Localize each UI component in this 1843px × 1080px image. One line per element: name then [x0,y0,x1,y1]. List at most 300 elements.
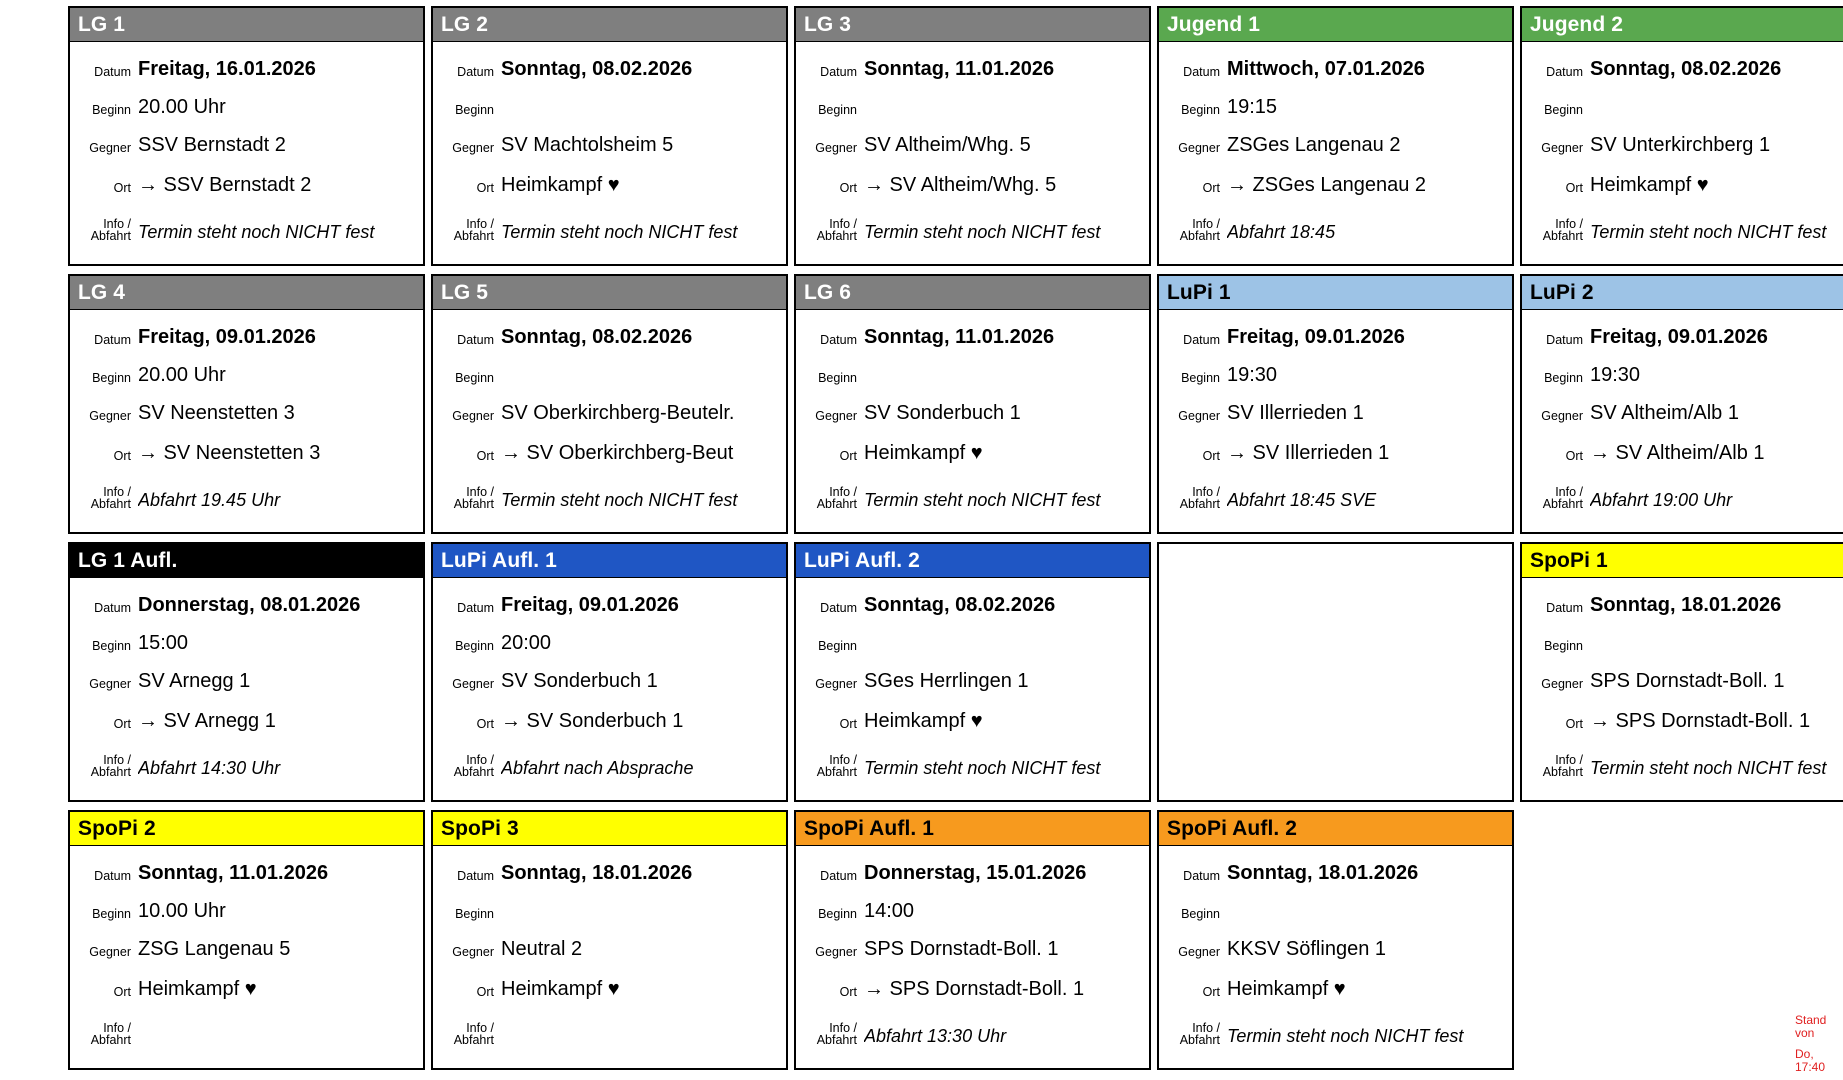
label-info-line1: Info / [1555,217,1583,231]
row-ort [433,962,786,1002]
row-beginn [1522,82,1843,120]
label-info-line1: Info / [103,753,131,767]
row-datum [1522,42,1843,82]
label-info [70,754,138,780]
row-ort [1522,158,1843,198]
label-ort: Ort [113,717,131,731]
row-ort [1159,962,1512,1002]
value-gegner: KKSV Söflingen 1 [1227,938,1386,960]
label-gegner: Gegner [89,409,131,423]
label-beginn: Beginn [92,371,131,385]
row-gegner [433,388,786,426]
label-datum: Datum [94,601,131,615]
row-info [433,1002,786,1048]
match-card-body [1159,846,1512,1068]
value-info: Abfahrt 14:30 Uhr [138,758,281,778]
label-info [796,754,864,780]
match-card-body [796,846,1149,1068]
value-info: Termin steht noch NICHT fest [501,490,738,510]
row-gegner [70,656,423,694]
label-info-line1: Info / [103,1021,131,1035]
value-datum: Sonntag, 08.02.2026 [501,58,693,80]
row-ort [796,158,1149,198]
label-datum: Datum [1546,65,1583,79]
schedule-cell [68,274,431,542]
row-datum [796,42,1149,82]
row-ort [1159,158,1512,198]
row-beginn [433,350,786,388]
label-ort: Ort [839,985,857,999]
label-gegner: Gegner [1541,677,1583,691]
label-datum: Datum [1183,65,1220,79]
row-gegner [1159,388,1512,426]
label-gegner: Gegner [452,409,494,423]
label-beginn: Beginn [1181,907,1220,921]
label-info-line2: Abfahrt [453,229,494,243]
match-card[interactable] [1520,274,1843,534]
row-info [796,466,1149,512]
label-gegner: Gegner [815,945,857,959]
label-info [433,754,501,780]
row-info [433,466,786,512]
label-info-line1: Info / [829,753,857,767]
value-info: Abfahrt nach Absprache [501,758,694,778]
row-datum [70,578,423,618]
row-ort [796,962,1149,1002]
label-info-line2: Abfahrt [90,229,131,243]
label-info-line1: Info / [466,1021,494,1035]
schedule-cell [1157,274,1520,542]
value-gegner: ZSGes Langenau 2 [1227,134,1401,156]
label-info [796,218,864,244]
match-card-title: LG 1 Aufl. [70,544,423,578]
label-info-line1: Info / [1192,1021,1220,1035]
value-info: Termin steht noch NICHT fest [864,222,1101,242]
schedule-cell [794,810,1157,1078]
label-info-line2: Abfahrt [453,765,494,779]
schedule-cell [431,810,794,1078]
label-ort: Ort [839,181,857,195]
row-beginn [433,618,786,656]
label-ort: Ort [1565,181,1583,195]
label-beginn: Beginn [92,103,131,117]
stand-line-1: Stand [1795,1013,1827,1027]
schedule-cell [794,6,1157,274]
label-info-line1: Info / [829,485,857,499]
row-info [70,198,423,244]
label-ort: Ort [113,181,131,195]
value-ort: → SPS Dornstadt-Boll. 1 [1590,710,1811,732]
label-info-line1: Info / [1192,217,1220,231]
value-ort: → SV Neenstetten 3 [138,442,321,464]
schedule-cell [1520,274,1843,542]
label-datum: Datum [1546,601,1583,615]
value-gegner: ZSG Langenau 5 [138,938,291,960]
value-info [138,1047,423,1048]
schedule-cell [794,274,1157,542]
row-datum [796,846,1149,886]
row-beginn [1522,618,1843,656]
row-info [1159,1002,1512,1048]
row-gegner [1522,388,1843,426]
match-card-title: Jugend 1 [1159,8,1512,42]
value-ort: Heimkampf ♥ [138,978,257,1000]
value-ort: → SV Oberkirchberg-Beut [501,442,734,464]
row-info [433,734,786,780]
row-gegner [433,120,786,158]
row-datum [1522,578,1843,618]
value-gegner: SGes Herrlingen 1 [864,670,1029,692]
match-card-body [433,42,786,264]
value-ort: → SV Altheim/Whg. 5 [864,174,1057,196]
row-gegner [70,924,423,962]
row-datum [796,310,1149,350]
row-ort [1522,426,1843,466]
match-card-body [1522,310,1843,532]
row-ort [433,694,786,734]
value-datum: Sonntag, 18.01.2026 [1227,862,1419,884]
label-ort: Ort [839,449,857,463]
label-ort: Ort [476,449,494,463]
row-datum [70,42,423,82]
label-beginn: Beginn [455,639,494,653]
row-ort [1159,426,1512,466]
match-card-body [1522,578,1843,800]
value-gegner: SV Neenstetten 3 [138,402,295,424]
stand-timestamp [1795,1014,1841,1074]
row-beginn [70,886,423,924]
row-beginn [1522,350,1843,388]
match-card[interactable] [1157,6,1514,266]
match-card-body [1522,42,1843,264]
row-gegner [433,656,786,694]
row-info [796,198,1149,244]
label-gegner: Gegner [89,677,131,691]
row-info [1522,466,1843,512]
row-ort [796,694,1149,734]
label-datum: Datum [457,869,494,883]
label-ort: Ort [839,717,857,731]
label-datum: Datum [457,333,494,347]
row-datum [433,310,786,350]
row-beginn [70,82,423,120]
value-ort: → SPS Dornstadt-Boll. 1 [864,978,1085,1000]
value-ort: Heimkampf ♥ [864,442,983,464]
label-info [1522,218,1590,244]
row-ort [796,426,1149,466]
match-card[interactable] [431,274,788,534]
label-beginn: Beginn [92,639,131,653]
label-info [70,218,138,244]
label-datum: Datum [94,869,131,883]
label-beginn: Beginn [818,639,857,653]
match-card-title: LG 5 [433,276,786,310]
value-gegner: SV Sonderbuch 1 [501,670,658,692]
row-beginn [70,618,423,656]
schedule-cell [68,542,431,810]
match-card[interactable] [68,6,425,266]
match-card-title: LuPi Aufl. 1 [433,544,786,578]
schedule-cell [431,274,794,542]
value-gegner: SV Illerrieden 1 [1227,402,1364,424]
value-gegner: SV Arnegg 1 [138,670,251,692]
match-card-body [796,310,1149,532]
value-datum: Sonntag, 18.01.2026 [501,862,693,884]
label-gegner: Gegner [1178,409,1220,423]
value-info: Abfahrt 18:45 SVE [1227,490,1377,510]
match-card[interactable] [794,542,1151,802]
label-info-line1: Info / [466,217,494,231]
empty-card [1157,542,1514,802]
value-datum: Sonntag, 08.02.2026 [501,326,693,348]
label-beginn: Beginn [1181,371,1220,385]
schedule-cell [1520,6,1843,274]
stand-line-4: 17:40 [1795,1060,1826,1074]
match-card-body [70,846,423,1068]
schedule-cell [1520,542,1843,810]
match-card[interactable] [794,810,1151,1070]
label-ort: Ort [1565,717,1583,731]
match-card[interactable] [1520,6,1843,266]
label-info-line2: Abfahrt [816,229,857,243]
value-info: Termin steht noch NICHT fest [501,222,738,242]
label-ort: Ort [476,985,494,999]
stand-line-3: Do, [1795,1047,1814,1061]
value-ort: Heimkampf ♥ [501,174,620,196]
label-beginn: Beginn [818,371,857,385]
label-beginn: Beginn [818,103,857,117]
row-gegner [796,388,1149,426]
row-beginn [1159,82,1512,120]
row-info [70,1002,423,1048]
row-info [70,466,423,512]
row-info [1159,198,1512,244]
label-gegner: Gegner [452,677,494,691]
label-info [433,218,501,244]
label-info-line1: Info / [103,485,131,499]
label-beginn: Beginn [455,907,494,921]
match-card-title: LG 3 [796,8,1149,42]
label-datum: Datum [1183,333,1220,347]
row-datum [433,42,786,82]
label-info [70,486,138,512]
row-ort [433,426,786,466]
schedule-cell [68,810,431,1078]
value-beginn: 15:00 [138,632,189,654]
row-datum [433,578,786,618]
row-datum [1159,42,1512,82]
value-info: Abfahrt 19:00 Uhr [1590,490,1733,510]
row-beginn [796,618,1149,656]
schedule-cell [431,542,794,810]
label-beginn: Beginn [92,907,131,921]
value-info: Abfahrt 18:45 [1227,222,1336,242]
label-info [796,486,864,512]
match-card-title: SpoPi 1 [1522,544,1843,578]
label-gegner: Gegner [452,141,494,155]
schedule-cell [1157,6,1520,274]
row-ort [70,962,423,1002]
label-datum: Datum [1546,333,1583,347]
label-info [433,1022,501,1048]
value-datum: Sonntag, 08.02.2026 [864,594,1056,616]
label-gegner: Gegner [815,141,857,155]
match-card-title: SpoPi 2 [70,812,423,846]
label-info-line1: Info / [1555,485,1583,499]
label-gegner: Gegner [1178,141,1220,155]
row-ort [433,158,786,198]
label-gegner: Gegner [1178,945,1220,959]
match-card[interactable] [68,810,425,1070]
label-beginn: Beginn [1544,639,1583,653]
value-ort: → SSV Bernstadt 2 [138,174,312,196]
label-info [1522,754,1590,780]
row-beginn [1159,350,1512,388]
match-card[interactable] [68,274,425,534]
label-info-line1: Info / [1555,753,1583,767]
label-info-line1: Info / [466,753,494,767]
schedule-grid [68,6,1843,1078]
row-beginn [796,82,1149,120]
value-info: Termin steht noch NICHT fest [864,490,1101,510]
value-gegner: SPS Dornstadt-Boll. 1 [864,938,1059,960]
row-gegner [1522,120,1843,158]
match-card[interactable] [431,810,788,1070]
label-beginn: Beginn [1544,371,1583,385]
row-gegner [1159,120,1512,158]
row-datum [70,846,423,886]
label-ort: Ort [1202,449,1220,463]
match-card-body [1159,310,1512,532]
value-info [501,1047,786,1048]
row-ort [70,426,423,466]
row-datum [70,310,423,350]
value-beginn: 19:15 [1227,96,1278,118]
schedule-cell [1157,810,1520,1078]
match-card[interactable] [794,274,1151,534]
match-card-body [433,578,786,800]
match-card[interactable] [794,6,1151,266]
value-beginn: 19:30 [1590,364,1641,386]
value-info: Abfahrt 13:30 Uhr [864,1026,1007,1046]
value-ort: Heimkampf ♥ [501,978,620,1000]
value-datum: Sonntag, 11.01.2026 [864,58,1055,80]
schedule-cell [431,6,794,274]
label-gegner: Gegner [1541,409,1583,423]
value-beginn: 20:00 [501,632,552,654]
match-card[interactable] [1157,274,1514,534]
value-gegner: SSV Bernstadt 2 [138,134,286,156]
row-ort [1522,694,1843,734]
label-info-line2: Abfahrt [90,497,131,511]
match-card-title: LuPi Aufl. 2 [796,544,1149,578]
label-datum: Datum [94,65,131,79]
value-ort: → SV Illerrieden 1 [1227,442,1390,464]
label-info-line2: Abfahrt [453,1033,494,1047]
value-datum: Donnerstag, 15.01.2026 [864,862,1087,884]
value-ort: Heimkampf ♥ [864,710,983,732]
row-info [70,734,423,780]
value-info: Termin steht noch NICHT fest [1227,1026,1464,1046]
row-info [796,1002,1149,1048]
label-datum: Datum [94,333,131,347]
row-datum [433,846,786,886]
row-gegner [796,656,1149,694]
row-beginn [1159,886,1512,924]
value-info: Termin steht noch NICHT fest [1590,758,1827,778]
match-card[interactable] [431,542,788,802]
label-datum: Datum [1183,869,1220,883]
label-ort: Ort [1565,449,1583,463]
value-ort: → SV Arnegg 1 [138,710,276,732]
value-datum: Sonntag, 11.01.2026 [864,326,1055,348]
label-beginn: Beginn [818,907,857,921]
value-datum: Sonntag, 08.02.2026 [1590,58,1782,80]
match-card[interactable] [68,542,425,802]
row-gegner [796,924,1149,962]
label-datum: Datum [457,601,494,615]
label-ort: Ort [1202,985,1220,999]
label-info-line1: Info / [829,1021,857,1035]
label-ort: Ort [1202,181,1220,195]
match-card[interactable] [431,6,788,266]
match-card[interactable] [1157,810,1514,1070]
row-ort [70,158,423,198]
value-beginn: 14:00 [864,900,915,922]
label-info [1159,218,1227,244]
value-gegner: SV Unterkirchberg 1 [1590,134,1771,156]
row-info [433,198,786,244]
row-info [1522,198,1843,244]
match-card-body [70,578,423,800]
match-card[interactable] [1520,542,1843,802]
value-beginn: 19:30 [1227,364,1278,386]
value-datum: Freitag, 16.01.2026 [138,58,316,80]
label-info-line2: Abfahrt [816,765,857,779]
value-beginn: 20.00 Uhr [138,96,226,118]
value-gegner: SV Oberkirchberg-Beutelr. [501,402,735,424]
row-beginn [796,350,1149,388]
label-info-line2: Abfahrt [1542,497,1583,511]
schedule-cell [68,6,431,274]
label-info [1159,1022,1227,1048]
value-gegner: SV Altheim/Whg. 5 [864,134,1031,156]
value-datum: Freitag, 09.01.2026 [1590,326,1768,348]
label-info-line2: Abfahrt [1179,497,1220,511]
match-card-body [796,578,1149,800]
label-beginn: Beginn [1181,103,1220,117]
label-info [796,1022,864,1048]
label-info [433,486,501,512]
value-gegner: SV Machtolsheim 5 [501,134,674,156]
value-datum: Donnerstag, 08.01.2026 [138,594,361,616]
label-datum: Datum [820,333,857,347]
label-info-line2: Abfahrt [816,497,857,511]
value-gegner: SV Sonderbuch 1 [864,402,1021,424]
value-info: Termin steht noch NICHT fest [1590,222,1827,242]
value-gegner: SPS Dornstadt-Boll. 1 [1590,670,1785,692]
row-beginn [796,886,1149,924]
label-beginn: Beginn [1544,103,1583,117]
label-ort: Ort [476,717,494,731]
label-gegner: Gegner [1541,141,1583,155]
row-ort [70,694,423,734]
match-card-body [70,42,423,264]
label-info-line2: Abfahrt [1179,229,1220,243]
label-info [70,1022,138,1048]
row-beginn [433,82,786,120]
label-info-line2: Abfahrt [1179,1033,1220,1047]
